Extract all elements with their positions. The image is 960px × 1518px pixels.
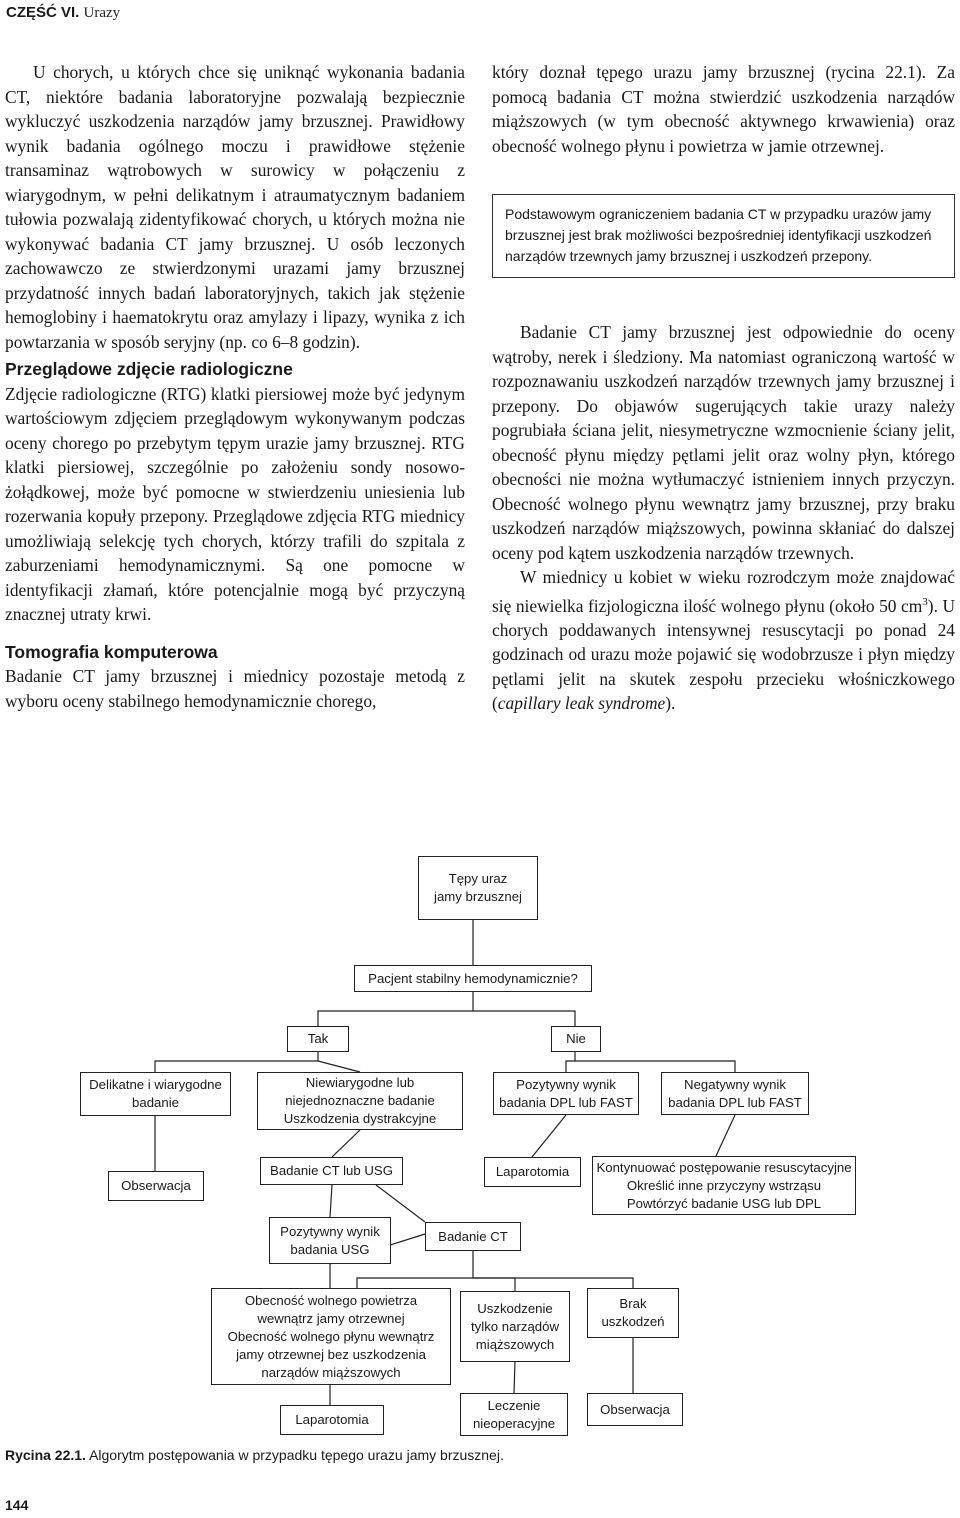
left-column	[5, 60, 465, 713]
flowchart	[0, 830, 960, 1470]
paragraph-ct-continued: który doznał tępego urazu jamy brzusznej (rycina 22.1). Za pomocą badania CT można stwierdzić uszkodzenia narządów miąższowych (w tym obecność aktywnego krwawienia) oraz obecność wolnego płynu i powietrza w jamie otrzewnej.	[492, 62, 955, 156]
node-ct-exam: Badanie CT	[425, 1222, 521, 1251]
node-hemodynamic-question: Pacjent stabilny hemodynamicznie?	[354, 965, 592, 992]
node-positive-usg: Pozytywny wynik badania USG	[269, 1217, 391, 1264]
pelvis-text-2: ). U chorych poddawanych intensywnej resuscytacji po ponad 24 godzinach od urazu może pojawić się wodobrzusze i płyn między pętlami jelit na skutek zespołu przecieku włośniczkowego (	[492, 595, 956, 714]
caption-text: Algorytm postępowania w przypadku tępego urazu jamy brzusznej.	[89, 1447, 504, 1463]
node-positive-dpl: Pozytywny wynik badania DPL lub FAST	[493, 1072, 639, 1115]
running-header	[6, 4, 120, 22]
heading-ct: Tomografia komputerowa	[5, 641, 218, 662]
node-reliable-exam: Delikatne i wiarygodne badanie	[80, 1072, 231, 1116]
paragraph-ct-limits: Badanie CT jamy brzusznej jest odpowiednie do oceny wątroby, nerek i śledziony. Ma natomiast ograniczoną wartość w rozpoznawaniu uszkodzeń narządów trzewnych jamy brzusznej i przepony. Do objawów sugerujących takie urazy należy pogrubiała ściana jelit, niesymetryczne wzmocnienie ściany jelit, obecność płynu między pętlami jelit oraz wolny płyn, którego obecności nie można wytłumaczyć istnieniem innych przyczyn. Obecność wolnego płynu wewnątrz jamy brzusznej, przy braku uszkodzeń narządów miąższowych, powinna skłaniać do dalszej oceny pod kątem uszkodzenia narządów trzewnych.	[492, 322, 955, 563]
node-observation-1: Obserwacja	[108, 1171, 204, 1201]
header-part: CZĘŚĆ VI.	[6, 4, 80, 21]
header-section: Urazy	[83, 5, 121, 21]
caption-label: Rycina 22.1.	[5, 1447, 86, 1463]
heading-radiograph: Przeglądowe zdjęcie radiologiczne	[5, 359, 293, 379]
paragraph-radiograph: Zdjęcie radiologiczne (RTG) klatki piersiowej może być jedynym wartościowym zdjęciem przeglądowym wykonywanym podczas oceny chorego po przebytym tępym urazie jamy brzusznej. RTG klatki piersiowej, szczególnie po założeniu sondy nosowo-żołądkowej, może być pomocne w stwierdzeniu uniesienia lub rozerwania kopuły przepony. Przeglądowe zdjęcia RTG miednicy umożliwiają selekcję tych chorych, którzy trafili do szpitala z zaburzeniami hemodynamicznymi. Są one pomocne w identyfikacji złamań, które potencjalnie mogą być przyczyną znacznej utraty krwi.	[5, 383, 465, 624]
pelvis-text-end: ).	[665, 693, 676, 714]
paragraph-lab-tests: U chorych, u których chce się uniknąć wykonania badania CT, niektóre badania laboratoryjne pozwalają bezpiecznie wykluczyć uszkodzenia narządów jamy brzusznej. Prawidłowy wynik badania ogólnego moczu i prawidłowe stężenie transaminaz wątrobowych w surowicy w połączeniu z wiarygodnym, w pełni delikatnym i atraumatycznym badaniem tułowia pozwalają zidentyfikować chorych, u których można nie wykonywać badania CT jamy brzusznej. U osób leczonych zachowawczo ze stwierdzonymi urazami jamy brzusznej przydatność innych badań laboratoryjnych, takich jak stężenie hemoglobiny i haematokrytu oraz amylazy i lipazy, wynika z ich powtarzania w sposób seryjny (np. co 6–8 godzin).	[5, 62, 465, 352]
node-blunt-trauma: Tępy uraz jamy brzusznej	[418, 856, 538, 920]
latin-term: capillary leak syndrome	[497, 693, 666, 714]
page-number: 144	[5, 1497, 29, 1513]
node-negative-dpl: Negatywny wynik badania DPL lub FAST	[661, 1072, 809, 1115]
node-continue-resuscitation: Kontynuować postępowanie resuscytacyjne Określić inne przyczyny wstrząsu Powtórzyć badanie USG lub DPL	[592, 1156, 856, 1215]
node-free-air: Obecność wolnego powietrza wewnątrz jamy otrzewnej Obecność wolnego płynu wewnątrz jamy otrzewnej bez uszkodzenia narządów miąższowych	[211, 1288, 451, 1385]
node-unreliable-exam: Niewiarygodne lub niejednoznaczne badanie Uszkodzenia dystrakcyjne	[257, 1072, 463, 1130]
callout-box: Podstawowym ograniczeniem badania CT w przypadku urazów jamy brzusznej jest brak możliwości bezpośredniej identyfikacji uszkodzeń narządów trzewnych jamy brzusznej i uszkodzeń przepony.	[492, 194, 955, 278]
node-ct-or-usg: Badanie CT lub USG	[260, 1157, 403, 1185]
node-observation-2: Obserwacja	[587, 1393, 683, 1426]
node-no-injury: Brak uszkodzeń	[587, 1288, 679, 1338]
right-column	[492, 60, 955, 716]
figure-caption	[5, 1447, 504, 1463]
node-nonoperative: Leczenie nieoperacyjne	[460, 1393, 568, 1436]
node-laparotomy-1: Laparotomia	[484, 1157, 581, 1187]
paragraph-pelvis	[492, 565, 955, 716]
superscript: 3	[922, 595, 928, 608]
paragraph-ct-start: Badanie CT jamy brzusznej i miednicy pozostaje metodą z wyboru oceny stabilnego hemodynamicznie chorego,	[5, 666, 465, 711]
pelvis-text: W miednicy u kobiet w wieku rozrodczym może znajdować się niewielka fizjologiczna ilość wolnego płynu (około 50 cm	[492, 567, 955, 616]
node-laparotomy-2: Laparotomia	[280, 1405, 384, 1435]
flowchart-connectors	[0, 830, 960, 1470]
node-yes: Tak	[287, 1026, 349, 1052]
node-parenchymal-only: Uszkodzenie tylko narządów miąższowych	[460, 1291, 570, 1362]
node-no: Nie	[551, 1026, 601, 1052]
